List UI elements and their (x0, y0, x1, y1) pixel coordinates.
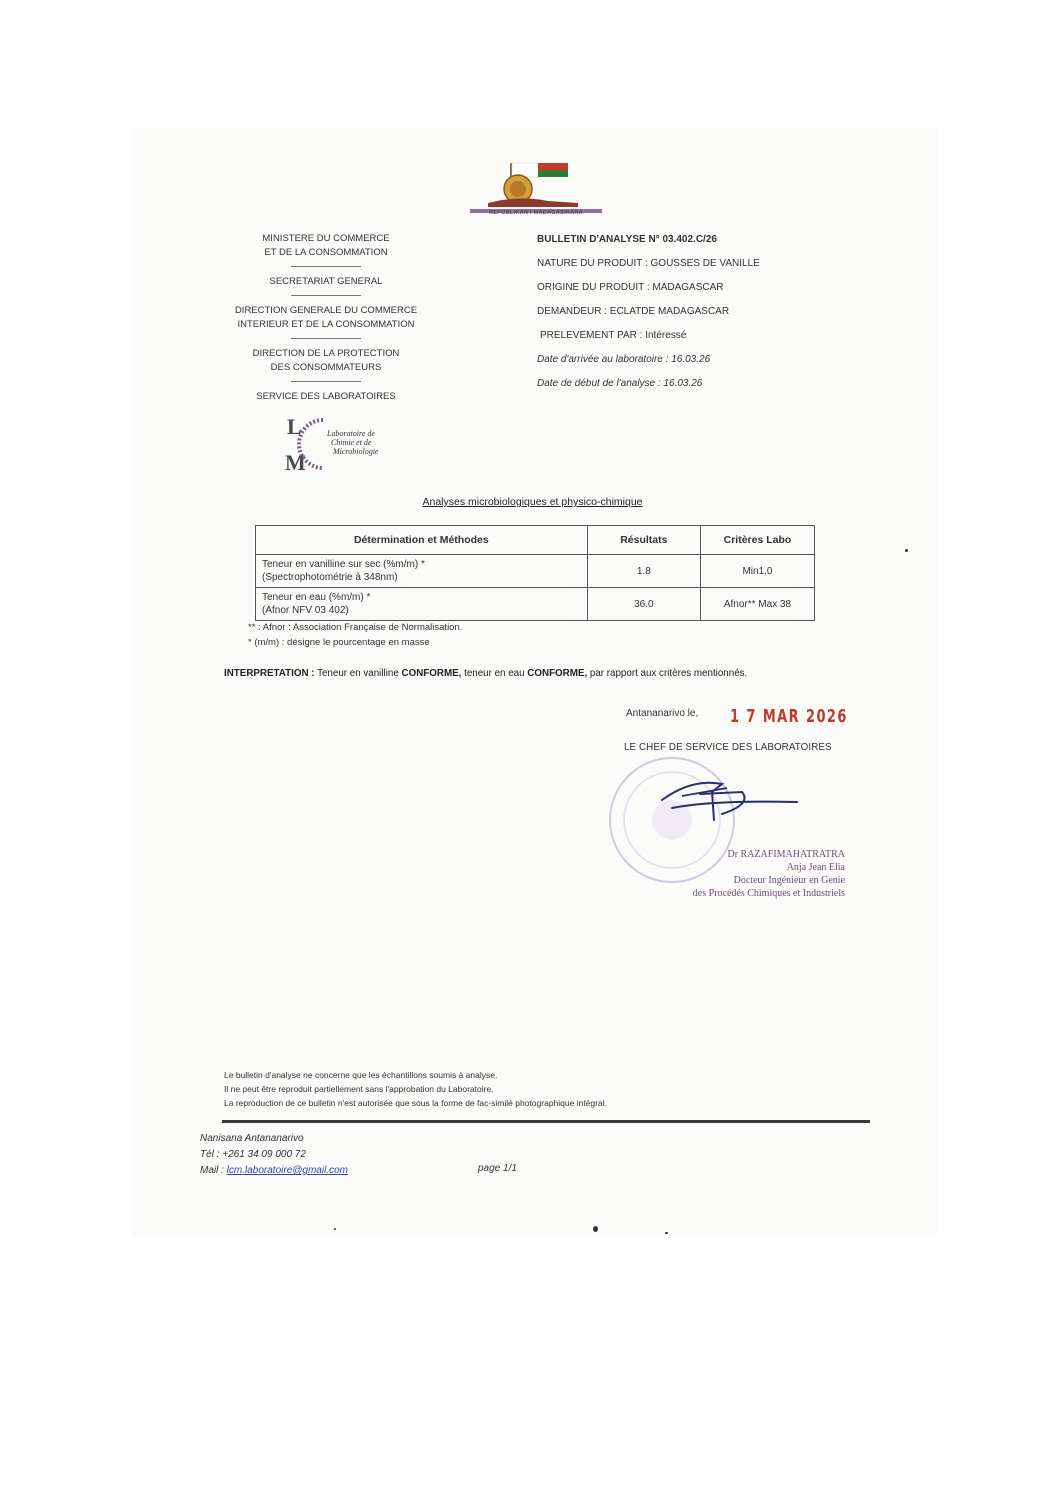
conformity-water: CONFORME, (527, 668, 588, 679)
scan-speck (905, 549, 908, 552)
method-detail: (Spectrophotométrie à 348nm) (262, 572, 398, 583)
column-header-criteria: Critères Labo (700, 526, 814, 555)
signatory-degree-1: Docteur Ingénieur en Genie (733, 875, 845, 886)
separator (291, 295, 361, 296)
place-label: Antananarivo le, (626, 708, 699, 719)
svg-text:Chimie et de: Chimie et de (331, 438, 372, 447)
svg-text:M: M (285, 450, 306, 474)
column-header-method: Détermination et Méthodes (256, 526, 588, 555)
page-number: page 1/1 (478, 1163, 517, 1174)
separator (291, 338, 361, 339)
ministry-header (215, 232, 437, 408)
section-title: Analyses microbiologiques et physico-chimique (422, 496, 643, 508)
disclaimer-line-2: Il ne peut être reproduit partiellement sans l'approbation du Laboratoire. (224, 1084, 494, 1094)
criteria-cell: Afnor** Max 38 (700, 588, 814, 621)
footer-phone: Tél : +261 34 09 000 72 (200, 1149, 306, 1160)
method-cell (256, 555, 588, 588)
result-cell: 1.8 (587, 555, 700, 588)
product-origin: ORIGINE DU PRODUIT : MADAGASCAR (537, 282, 724, 293)
sampling: PRELEVEMENT PAR : Intéressé (540, 330, 687, 341)
signatory-first-names: Anja Jean Elia (786, 862, 845, 873)
svg-text:Laboratoire de: Laboratoire de (327, 429, 375, 438)
scan-speck (593, 1226, 598, 1232)
conformity-vanillin: CONFORME, (401, 668, 462, 679)
analysis-start-date: Date de début de l'analyse : 16.03.26 (537, 378, 703, 389)
separator (291, 266, 361, 267)
separator (291, 381, 361, 382)
bulletin-number: BULLETIN D'ANALYSE N° 03.402.C/26 (537, 234, 717, 245)
disclaimer-line-3: La reproduction de ce bulletin n'est autorisée que sous la forme de fac-similé photographique intégral. (224, 1098, 607, 1108)
interpretation (224, 668, 747, 679)
emblem-caption: REPOBLIKAN'I MADAGASIKARA (488, 210, 584, 216)
result-cell: 36.0 (587, 588, 700, 621)
requester: DEMANDEUR : ECLATDE MADAGASCAR (537, 306, 730, 317)
email-link[interactable]: lcm.laboratoire@gmail.com (226, 1165, 348, 1176)
table-notes (248, 620, 462, 650)
note-afnor: ** : Afnor : Association Française de Normalisation. (248, 622, 463, 633)
ministry-line-1: MINISTERE DU COMMERCE (262, 233, 390, 244)
disclaimer (224, 1068, 607, 1110)
criteria-cell: Min1.0 (700, 555, 814, 588)
method-name: Teneur en vanilline sur sec (%m/m) * (262, 559, 425, 570)
table-header-row (256, 526, 815, 555)
results-table (255, 525, 815, 621)
bulletin-info (537, 232, 837, 400)
footer-address: Nanisana Antananarivo (200, 1133, 304, 1144)
table-row (256, 555, 815, 588)
footer-rule (222, 1120, 870, 1123)
note-mm: * (m/m) : désigne le pourcentage en masse (248, 637, 430, 648)
signatory-block (645, 848, 845, 900)
interpretation-text-3: par rapport aux critères mentionnés. (587, 668, 748, 679)
service-laboratoires: SERVICE DES LABORATOIRES (256, 391, 396, 402)
interpretation-label: INTERPRETATION : (224, 668, 315, 679)
date-stamp: 1 7 MAR 2026 (730, 706, 848, 727)
svg-text:L: L (287, 414, 302, 439)
method-cell (256, 588, 588, 621)
direction-protection-line-2: DES CONSOMMATEURS (270, 362, 382, 373)
lcm-laboratory-logo (283, 412, 393, 474)
interpretation-text-2: teneur en eau (461, 668, 528, 679)
disclaimer-line-1: Le bulletin d'analyse ne concerne que les échantillons soumis à analyse. (224, 1070, 498, 1080)
signatory-name: Dr RAZAFIMAHATRATRA (727, 849, 845, 860)
column-header-result: Résultats (587, 526, 700, 555)
scan-speck (334, 1228, 336, 1230)
direction-generale-line-1: DIRECTION GENERALE DU COMMERCE (234, 305, 418, 316)
arrival-date: Date d'arrivée au laboratoire : 16.03.26 (537, 354, 711, 365)
interpretation-text-1: Teneur en vanilline (314, 668, 402, 679)
signatory-title: LE CHEF DE SERVICE DES LABORATOIRES (624, 742, 832, 753)
ministry-line-2: ET DE LA CONSOMMATION (264, 247, 388, 258)
svg-text:Microbiologie: Microbiologie (333, 447, 379, 456)
signatory-degree-2: des Procédés Chimiques et Industriels (692, 888, 845, 899)
method-name: Teneur en eau (%m/m) * (262, 592, 371, 603)
footer-contact (200, 1131, 348, 1179)
scan-speck (665, 1232, 668, 1234)
secretariat: SECRETARIAT GENERAL (269, 276, 383, 287)
handwritten-signature (652, 770, 802, 830)
table-row (256, 588, 815, 621)
method-detail: (Afnor NFV 03 402) (262, 605, 349, 616)
footer-mail-label: Mail : (200, 1165, 227, 1176)
direction-generale-line-2: INTERIEUR ET DE LA CONSOMMATION (237, 319, 415, 330)
direction-protection-line-1: DIRECTION DE LA PROTECTION (252, 348, 400, 359)
product-nature: NATURE DU PRODUIT : GOUSSES DE VANILLE (537, 258, 760, 269)
